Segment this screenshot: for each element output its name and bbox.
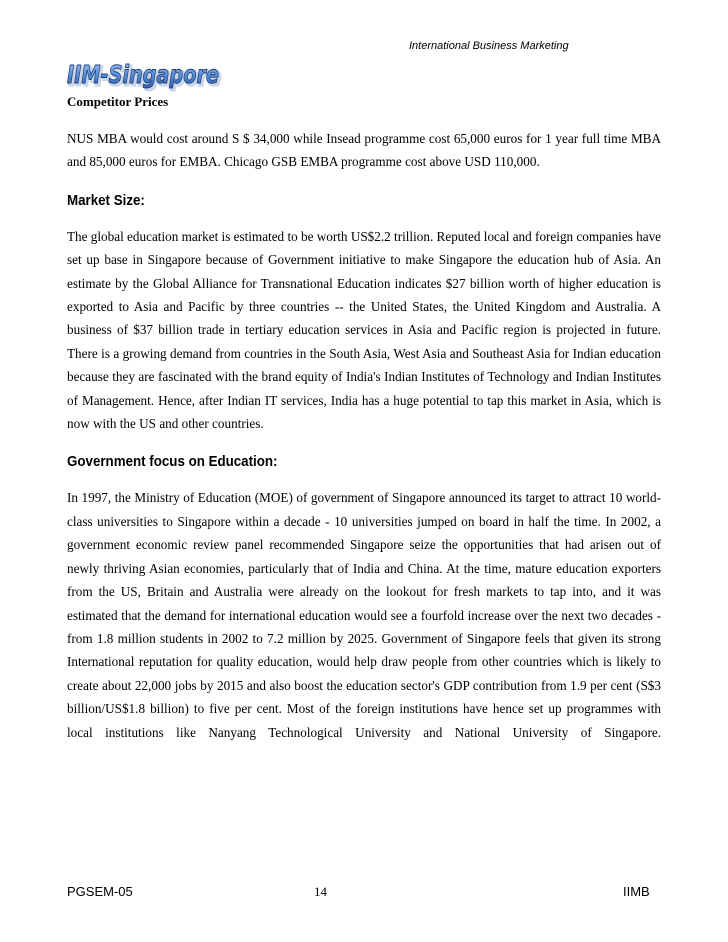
competitor-prices-label: Competitor Prices xyxy=(67,94,169,109)
running-header-title: International Business Marketing xyxy=(409,40,569,52)
competitor-prices-paragraph: NUS MBA would cost around S $ 34,000 while Insead programme cost 65,000 euros for 1 year full time MBA and 85,000 euros for EMBA. Chicago GSB EMBA programme cost above USD 110,000. xyxy=(67,131,661,170)
market-size-paragraph: The global education market is estimated to be worth US$2.2 trillion. Reputed local and foreign companies have set up base in Singapore because of Government initiative to make Singapore the education hub of Asia. An estimate by the Global Alliance for Transnational Education indicates $27 billion worth of higher education is exported to Asia and Pacific by three countries -- the United States, the United Kingdom and Australia. A business of $37 billion trade in tertiary education services in Asia and Pacific region is projected in future. There is a growing demand from countries in the South Asia, West Asia and Southeast Asia for Indian education because they are fascinated with the brand equity of India's Indian Institutes of Technology and Indian Institutes of Management. Hence, after Indian IT services, India has a huge potential to tap this market in Asia, which is now with the US and other countries. xyxy=(67,228,662,432)
footer-institution: IIMB xyxy=(623,884,650,899)
iim-singapore-logo xyxy=(66,56,226,96)
government-focus-paragraph: In 1997, the Ministry of Education (MOE) of government of Singapore announced its target to attract 10 world-class universities to Singapore within a decade - 10 universities jumped on board in half the time. In 2002, a government economic review panel recommended Singapore seize the opportunities that had arisen out of newly thriving Asian economies, particularly that of India and China. At the time, mature education exporters from the US, Britain and Australia were already on the lookout for fresh markets to tap into, and it was estimated that the demand for international education would see a fourfold increase over the next two decades - from 1.8 million students in 2002 to 7.2 million by 2025. Government of Singapore feels that given its strong International reputation for quality education, would help draw people from other countries which is likely to create about 22,000 jobs by 2015 and also boost the education sector's GDP contribution from 1.9 per cent (S$3 billion/US$1.8 billion) to five per cent. Most of the foreign institutions have hence set up programmes with local institutions like Nanyang Technological University and National University of Singapore. xyxy=(67,490,661,740)
government-focus-heading: Government focus on Education: xyxy=(67,454,278,471)
svg-text:IIM-Singapore: IIM-Singapore xyxy=(67,60,219,89)
svg-text:IIM-Singapore: IIM-Singapore xyxy=(69,62,221,91)
footer-course-code: PGSEM-05 xyxy=(67,884,133,899)
market-size-heading: Market Size: xyxy=(67,192,145,209)
footer-page-number: 14 xyxy=(314,884,327,899)
page-body xyxy=(67,92,661,744)
